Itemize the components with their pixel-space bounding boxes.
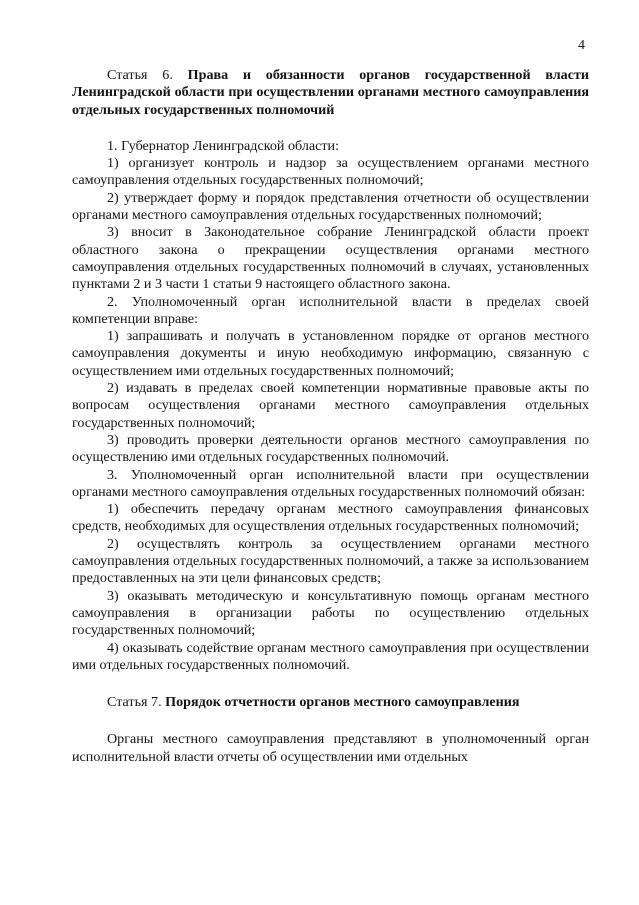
article-6-section [72,138,589,674]
paragraph: 1) организует контроль и надзор за осуществлением органами местного самоуправления отдельных государственных полномочий; [72,155,589,189]
article-6-heading [72,67,589,119]
article-7-label: Статья 7. [107,694,162,711]
paragraph: 1) обеспечить передачу органам местного самоуправления финансовых средств, необходимых для осуществления отдельных государственных полномочий; [72,501,589,535]
paragraph: 2) издавать в пределах своей компетенции нормативные правовые акты по вопросам осуществления органами местного самоуправления отдельных государственных полномочий; [72,380,589,431]
paragraph: 3. Уполномоченный орган исполнительной власти при осуществлении органами местного самоуправления отдельных государственных полномочий обязан: [72,466,589,500]
paragraph: 2) осуществлять контроль за осуществлением органами местного самоуправления отдельных государственных полномочий, а также за использованием предоставленных на эти цели финансовых средств; [72,535,589,587]
spacer [72,711,589,731]
paragraph: 3) оказывать методическую и консультативную помощь органам местного самоуправления в организации работы по осуществлению отдельных государственных полномочий; [72,587,589,639]
document-body [72,67,589,766]
paragraph: 1) запрашивать и получать в установленном порядке от органов местного самоуправления документы и иную необходимую информацию, связанную с осуществлением ими отдельных государственных полномочий; [72,328,589,379]
paragraph: 3) проводить проверки деятельности органов местного самоуправления по осуществлению ими отдельных государственных полномочий. [72,431,589,466]
paragraph: 2. Уполномоченный орган исполнительной власти в пределах своей компетенции вправе: [72,293,589,327]
article-7-section [72,731,589,766]
paragraph: 2) утверждает форму и порядок представления отчетности об осуществлении органами местного самоуправления отдельных государственных полномочий; [72,189,589,224]
paragraph: 4) оказывать содействие органам местного самоуправления при осуществлении ими отдельных государственных полномочий. [72,639,589,673]
article-6-title: Права и обязанности органов государственной власти Ленинградской области при осуществлении органами местного самоуправления отдельных государственных полномочий [72,67,590,118]
spacer [72,674,589,694]
paragraph: Органы местного самоуправления представляют в уполномоченный орган исполнительной власти отчеты об осуществлении ими отдельных [72,731,589,765]
article-7-title: Порядок отчетности органов местного самоуправления [165,694,520,711]
page-number: 4 [578,38,585,53]
article-6-label: Статья 6. [107,67,173,83]
paragraph: 3) вносит в Законодательное собрание Ленинградской области проект областного закона о прекращении осуществления органами местного самоуправления отдельных государственных полномочий в случаях, установленных пунктами 2 и 3 части 1 статьи 9 настоящего областного закона. [72,224,589,293]
paragraph: 1. Губернатор Ленинградской области: [107,137,340,154]
article-7-heading [72,694,589,711]
spacer [72,119,589,138]
